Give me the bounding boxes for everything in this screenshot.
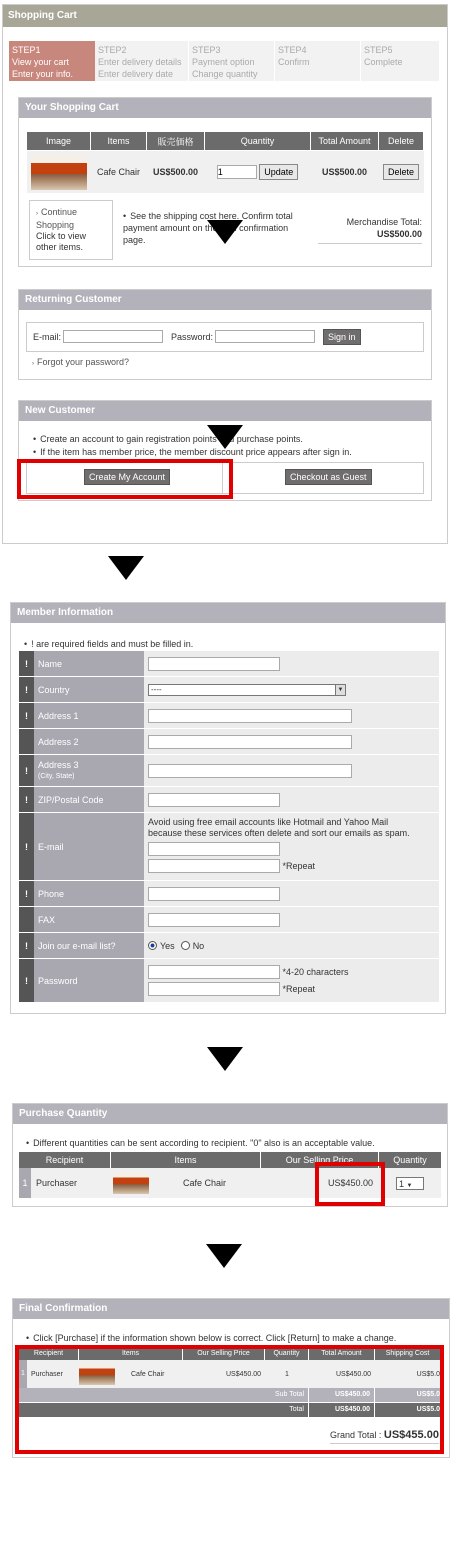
col-items: Items [111,1152,261,1168]
update-button[interactable]: Update [259,164,298,180]
fax-input[interactable] [148,913,280,927]
purchase-note: • Different quantities can be sent according to recipient. "0" also is an acceptable value. [26,1138,375,1148]
grand-total-value: US$455.00 [383,1429,439,1441]
selling-price: US$450.00 [225,1370,261,1378]
repeat-label: *Repeat [282,861,316,871]
row-address2 [19,729,439,755]
required-mark: ! [19,813,34,880]
col-total: Total Amount [311,132,379,151]
total-shipping: US$5.0 [416,1406,440,1413]
highlight-create-account [17,459,233,499]
label-address2: Address 2 [38,736,79,747]
password-input[interactable] [215,330,315,343]
required-mark: ! [19,755,34,786]
col-price: 販売価格 [147,132,205,151]
email-note: Avoid using free email accounts like Hotmail and Yahoo Mail because these services often delete and sort our emails as spam. [148,817,410,838]
label-zip: ZIP/Postal Code [38,794,104,805]
returning-title: Returning Customer [19,290,431,310]
create-account-button[interactable]: Create My Account [84,469,170,485]
label-phone: Phone [38,888,65,899]
item-total: US$500.00 [321,166,368,177]
step-4 [275,41,361,81]
your-cart-title: Your Shopping Cart [19,98,431,118]
quantity-value: 1 [285,1370,289,1378]
shipping-note: • See the shipping cost here. Confirm total payment amount on the final confirmation page. [123,210,303,246]
step-num: STEP2 [98,45,127,55]
address1-input[interactable] [148,709,352,723]
col-quantity: Quantity [393,1155,427,1165]
item-name[interactable]: Cafe Chair [183,1178,227,1188]
quantity-select[interactable]: 1 ▼ [396,1177,424,1190]
label-address3: Address 3 [38,759,79,770]
highlight-selling-price [315,1162,385,1206]
required-mark: ! [19,703,34,728]
step-5 [361,41,439,81]
item-name: Cafe Chair [131,1370,165,1378]
chevron-right-icon: › [36,211,38,217]
chevron-down-icon: ▼ [406,1182,413,1189]
forgot-label[interactable]: Forgot your password? [37,357,130,367]
selling-price: US$450.00 [327,1178,373,1188]
label-address3-sub: (City, State) [38,772,75,780]
label-fax: FAX [38,914,56,925]
merch-label: Merchandise Total: [346,217,422,227]
pw-note: *4-20 characters [282,967,349,977]
step-num: STEP3 [192,45,221,55]
step-line: Enter delivery details [98,57,182,67]
total-amount: US$450.00 [335,1370,371,1378]
subtotal-shipping: US$5.0 [416,1391,440,1398]
no-label: No [192,940,205,951]
country-select[interactable]: ---- ▼ [148,684,346,696]
steps-bar [9,41,439,81]
highlight-final-table [15,1345,444,1454]
item-name[interactable]: Cafe Chair [96,166,141,177]
item-price: US$500.00 [152,166,199,177]
new-cust-bullet-1: • Create an account to gain registration points and purchase points. [33,434,303,444]
row-number: 1 [19,1168,31,1198]
address3-input[interactable] [148,764,352,778]
step-num: STEP4 [278,45,307,55]
delete-button[interactable]: Delete [383,164,419,180]
step-arrow-1 [108,556,144,580]
col-quantity: Quantity [205,132,311,151]
step-arrow-3 [206,1244,242,1268]
merch-value: US$500.00 [376,229,422,239]
subtotal-value: US$450.00 [309,1388,375,1402]
radio-no[interactable] [181,941,190,950]
password-label: Password: [171,332,214,342]
grand-total-label: Grand Total : [330,1430,382,1440]
member-info-title: Member Information [11,603,445,623]
row-country [19,677,439,703]
arrow-overlay-2 [207,425,243,449]
row-phone [19,881,439,907]
radio-yes[interactable] [148,941,157,950]
col-items: Items [91,132,147,151]
purchase-title: Purchase Quantity [13,1104,447,1124]
cafe-chair-thumbnail[interactable] [113,1172,149,1194]
step-line: Change quantity [192,69,258,79]
col-total: Total Amount [309,1348,375,1360]
col-selling-price: Our Selling Price [261,1152,379,1168]
col-image: Image [27,132,91,151]
merchandise-total [318,216,422,244]
step-num: STEP1 [12,45,41,55]
name-input[interactable] [148,657,280,671]
step-line: Enter delivery date [98,69,174,79]
step-2 [95,41,189,81]
total-label: Total [19,1403,309,1417]
email-label: E-mail: [33,332,62,342]
recipient-name: Purchaser [36,1178,78,1188]
col-items: Items [79,1348,183,1360]
col-recipient: Recipient [19,1348,79,1360]
required-mark: ! [19,959,34,1002]
arrow-overlay-1 [207,220,243,244]
phone-input[interactable] [148,887,280,901]
final-note: • Click [Purchase] if the information shown below is correct. Click [Return] to make a change. [26,1333,396,1343]
sign-in-button[interactable]: Sign in [323,329,361,345]
password-repeat-field[interactable] [148,982,280,996]
row-number: 1 [19,1360,27,1388]
total-value: US$450.00 [309,1403,375,1417]
step-1 [9,41,95,81]
repeat-label: *Repeat [282,984,316,994]
email-input[interactable] [63,330,163,343]
required-mark: ! [19,787,34,812]
row-address1 [19,703,439,729]
email-repeat-field[interactable] [148,859,280,873]
required-note: • ! are required fields and must be filled in. [24,639,193,649]
shipping-cost: US$5.0 [416,1370,440,1378]
required-mark: ! [19,933,34,958]
step-num: STEP5 [364,45,393,55]
email-field[interactable] [148,842,280,856]
yes-label: Yes [160,940,175,951]
required-mark: ! [19,677,34,702]
forgot-password-link[interactable] [32,357,129,367]
required-mark: ! [19,651,34,676]
col-selling-price: Our Selling Price [183,1348,265,1360]
recipient-name: Purchaser [31,1370,63,1378]
new-cust-bullet-2: • If the item has member price, the member discount price appears after sign in. [33,447,352,457]
step-line: View your cart [12,57,69,67]
new-customer-title: New Customer [19,401,431,421]
label-address1: Address 1 [38,710,79,721]
zip-input[interactable] [148,793,280,807]
cart-table [26,131,424,193]
step-arrow-2 [207,1047,243,1071]
checkout-guest-button[interactable]: Checkout as Guest [285,469,372,485]
row-name [19,651,439,677]
continue-sub: Click to view other items. [36,231,87,252]
step-line: Complete [364,57,403,67]
label-password: Password [38,975,78,986]
cafe-chair-thumbnail[interactable] [31,154,87,190]
row-password [19,959,439,1003]
col-quantity: Quantity [265,1348,309,1360]
chevron-down-icon: ▼ [335,685,345,695]
label-email: E-mail [38,841,64,852]
row-fax [19,907,439,933]
col-shipping: Shipping Cost [385,1350,430,1357]
subtotal-label: Sub Total [19,1388,309,1402]
step-line: Enter your info. [12,69,74,79]
row-email [19,813,439,881]
password-field[interactable] [148,965,280,979]
row-join [19,933,439,959]
step-line: Payment option [192,57,255,67]
continue-shopping-box[interactable] [29,200,113,260]
col-delete: Delete [379,132,424,151]
step-line: Confirm [278,57,310,67]
cart-header: Shopping Cart [3,5,447,27]
continue-shopping-link[interactable]: Continue Shopping [36,207,78,230]
required-mark: ! [19,881,34,906]
label-country: Country [38,684,70,695]
quantity-input[interactable] [217,165,257,179]
address2-input[interactable] [148,735,352,749]
col-recipient: Recipient [19,1152,111,1168]
chevron-right-icon: › [32,361,34,367]
row-address3 [19,755,439,787]
label-join: Join our e-mail list? [38,940,116,951]
final-title: Final Confirmation [13,1299,449,1319]
step-3 [189,41,275,81]
row-zip [19,787,439,813]
label-name: Name [38,658,63,669]
